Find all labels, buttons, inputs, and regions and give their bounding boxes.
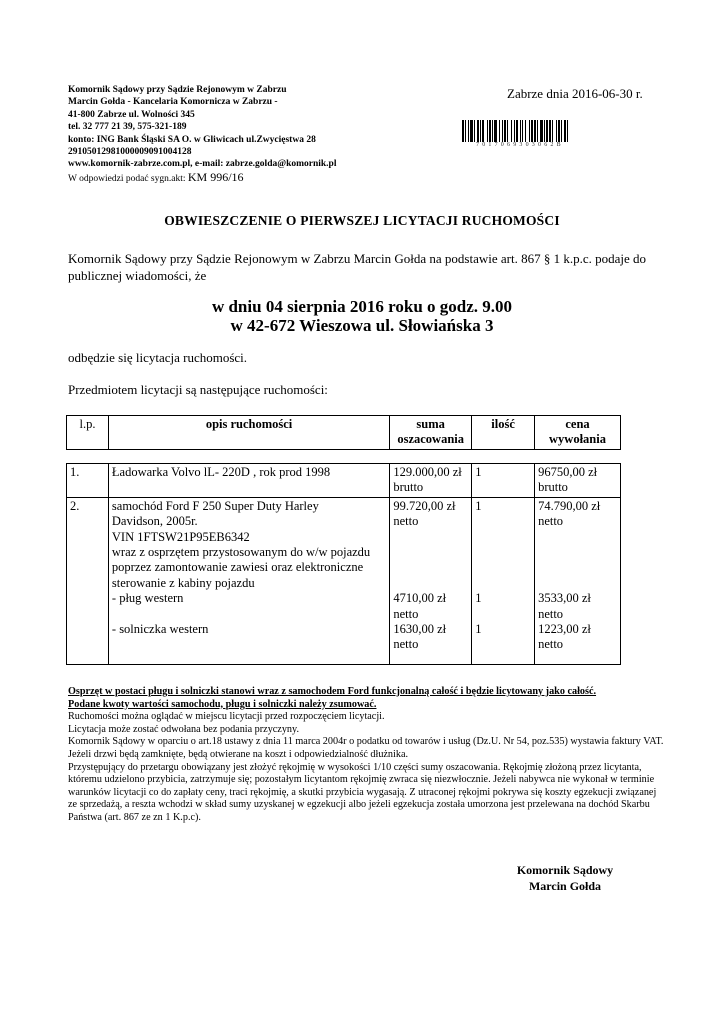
cell-line — [475, 514, 531, 529]
items-table-header — [66, 415, 621, 450]
cell-line: 1 — [475, 591, 482, 606]
cell-line: netto — [538, 637, 564, 652]
header-line-phone: tel. 32 777 21 39, 575-321-189 — [68, 122, 187, 133]
cell-line: netto — [393, 637, 419, 652]
cell-line — [393, 576, 468, 591]
cell-line: netto — [538, 606, 564, 621]
footer-notes — [68, 686, 664, 825]
intro-paragraph: Komornik Sądowy przy Sądzie Rejonowym w Zabrzu Marcin Gołda na podstawie art. 867 § 1 k.p.c. podaje do publicznej wiadomości, że — [68, 251, 647, 283]
document-date: Zabrze dnia 2016-06-30 r. — [507, 86, 643, 101]
auction-place: w 42-672 Wieszowa ul. Słowiańska 3 — [230, 316, 494, 335]
cell-line — [393, 530, 468, 545]
document-title: OBWIESZCZENIE O PIERWSZEJ LICYTACJI RUCHOMOŚCI — [164, 213, 560, 228]
cell-line — [475, 530, 531, 545]
items-table — [66, 463, 621, 665]
reference-label: W odpowiedzi podać sygn.akt: — [68, 173, 186, 184]
table-row — [67, 497, 621, 664]
cell-line: 4710,00 zł — [393, 591, 447, 606]
signature-name: Marcin Gołda — [528, 879, 602, 893]
footer-note: Przystępujący do przetargu obowiązany jest złożyć rękojmię w wysokości 1/10 części sumy oszacowania. Rękojmię złożoną przez licytanta, któremu udzielono przybicia, zatrzymuje się; pozostałym licytantom rękojmię zwraca się niezwłocznie. Jeżeli nabywca nie wykonał w terminie warunków licytacji co do zapłaty ceny, traci rękojmię, a skutki przybicia wygasają. Z utraconej rękojmi pokrywa się koszty egzekucji związanej ze sprzedażą, a reszta wchodzi w skład sumy uzyskanej w egzekucji albo jeżeli egzekucja została umorzona jest przelewana na dochód Skarbu Państwa (art. 867 ze zn 1 K.p.c). — [68, 761, 657, 823]
cell-line: 1 — [475, 465, 482, 479]
cell-line: 96750,00 zł — [538, 465, 598, 479]
row-description — [108, 497, 389, 664]
cell-line: wraz z osprzętem przystosowanym do w/w pojazdu — [111, 545, 371, 560]
header-starting-price: cena wywołania — [535, 416, 621, 450]
auction-statement: odbędzie się licytacja ruchomości. — [68, 350, 248, 365]
cell-line: 1630,00 zł — [393, 622, 447, 637]
signature — [490, 862, 640, 894]
header-lp: l.p. — [67, 416, 109, 450]
cell-line: - pług western — [111, 591, 184, 606]
subject-intro: Przedmiotem licytacji są następujące ruchomości: — [68, 382, 328, 397]
cell-line: 1 — [475, 622, 482, 637]
header-block — [68, 84, 336, 186]
row-price — [535, 497, 621, 664]
cell-line: 1 — [475, 498, 482, 513]
header-line-account: 29105012981000009091004128 — [68, 147, 192, 158]
cell-line: brutto — [393, 480, 424, 495]
cell-line — [393, 560, 468, 575]
cell-line: samochód Ford F 250 Super Duty Harley — [111, 498, 319, 513]
header-estimated-sum: suma oszacowania — [390, 416, 472, 450]
row-price — [535, 464, 621, 498]
header-line-name: Marcin Gołda - Kancelaria Komornicza w Zabrzu - — [68, 97, 278, 108]
cell-line — [475, 545, 531, 560]
footer-note: Komornik Sądowy w oparciu o art.18 ustawy z dnia 11 marca 2004r o podatku od towarów i usług (Dz.U. Nr 54, poz.535) wystawia faktury VAT. — [68, 736, 664, 748]
cell-line — [112, 607, 386, 622]
barcode-bar — [568, 120, 570, 142]
row-sum — [390, 497, 472, 664]
signature-title: Komornik Sądowy — [516, 863, 614, 877]
row-description — [108, 464, 389, 498]
cell-line: Davidson, 2005r. — [111, 514, 198, 529]
row-lp: 2. — [67, 497, 109, 664]
cell-line: - solniczka western — [111, 622, 209, 637]
cell-line: Ładowarka Volvo lL- 220D , rok prod 1998 — [111, 465, 331, 479]
header-line-web: www.komornik-zabrze.com.pl, e-mail: zabrze.golda@komornik.pl — [68, 159, 337, 170]
cell-line: sterowanie z kabiny pojazdu — [111, 575, 255, 590]
reference-value: KM 996/16 — [187, 169, 244, 184]
table-row — [67, 464, 621, 498]
footer-underlined-note: Podane kwoty wartości samochodu, pługu i solniczki należy zsumować. — [68, 698, 377, 710]
cell-line: 129.000,00 zł — [393, 465, 462, 479]
cell-line: 99.720,00 zł — [393, 498, 456, 513]
cell-line: 3533,00 zł — [538, 591, 591, 606]
cell-line — [538, 545, 617, 560]
footer-underlined-note: Osprzęt w postaci pługu i solniczki stanowi wraz z samochodem Ford funkcjonalną całość i będzie licytowany jako całość. — [68, 686, 597, 697]
cell-line: poprzez zamontowanie zawiesi oraz elektroniczne — [111, 560, 364, 575]
cell-line: 1223,00 zł — [538, 622, 591, 637]
cell-line: netto — [538, 514, 564, 529]
auction-date: w dniu 04 sierpnia 2016 roku o godz. 9.00 — [211, 297, 513, 316]
cell-line: brutto — [538, 480, 568, 495]
footer-note: Licytacja może zostać odwołana bez podania przyczyny. — [68, 723, 299, 735]
cell-line: netto — [393, 606, 419, 621]
cell-line: netto — [393, 514, 419, 529]
footer-note: Ruchomości można oglądać w miejscu licytacji przed rozpoczęciem licytacji. — [68, 711, 385, 723]
reference-line — [68, 171, 336, 186]
row-quantity — [472, 497, 535, 664]
cell-line — [475, 560, 531, 575]
header-description: opis ruchomości — [108, 416, 389, 450]
cell-line — [538, 530, 617, 545]
cell-line: VIN 1FTSW21P95EB6342 — [111, 529, 250, 544]
barcode — [462, 120, 658, 148]
cell-line — [538, 576, 617, 591]
row-lp: 1. — [67, 464, 109, 498]
barcode-bars — [462, 120, 658, 142]
cell-line: 74.790,00 zł — [538, 498, 601, 513]
barcode-digits: 7017069303062B — [476, 142, 564, 148]
header-quantity: ilość — [472, 416, 535, 450]
header-line-office: Komornik Sądowy przy Sądzie Rejonowym w Zabrzu — [68, 85, 287, 95]
row-sum — [390, 464, 472, 498]
cell-line — [475, 607, 531, 622]
cell-line — [538, 560, 617, 575]
header-line-bank: konto: ING Bank Śląski SA O. w Gliwicach ul.Zwycięstwa 28 — [68, 134, 316, 145]
cell-line — [393, 545, 468, 560]
footer-note: Jeżeli drzwi będą zamknięte, będą otwierane na koszt i odpowiedzialność dłużnika. — [68, 748, 409, 760]
row-quantity — [472, 464, 535, 498]
cell-line — [475, 576, 531, 591]
header-line-address: 41-800 Zabrze ul. Wolności 345 — [68, 109, 195, 120]
